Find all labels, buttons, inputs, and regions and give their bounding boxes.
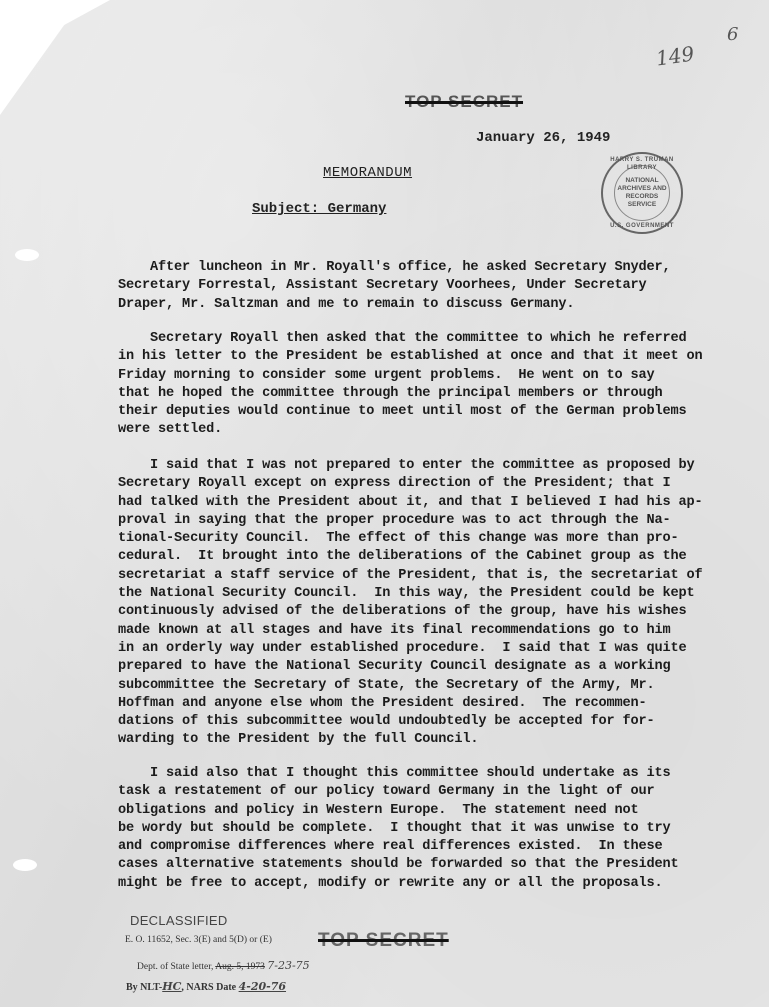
punch-hole-upper [15, 249, 39, 261]
text-line: Hoffman and anyone else whom the President desired. The recommen- [118, 695, 647, 711]
text-line: proval in saying that the proper procedure was to act through the Na- [118, 512, 671, 528]
text-line: be wordy but should be complete. I thought that it was unwise to try [118, 820, 671, 836]
letter-date-handwritten: 7-23-75 [267, 959, 310, 972]
text-line: Secretary Royall then asked that the committee to which he referred [118, 331, 687, 346]
text-line: Secretary Royall except on express direction of the President; that I [118, 476, 671, 492]
text-line: I said also that I thought this committee should undertake as its [118, 766, 671, 781]
memo-subject: Subject: Germany [252, 201, 387, 217]
text-line: obligations and policy in Western Europe. The statement need not [118, 802, 639, 818]
paragraph-2 [118, 330, 718, 440]
declassified-heading: DECLASSIFIED [130, 913, 228, 928]
nars-date-handwritten: 4-20-76 [238, 980, 287, 993]
text-line: that he hoped the committee through the principal members or through [118, 385, 663, 401]
torn-corner-edge [0, 0, 110, 60]
text-line: made known at all stages and have its final recommendations go to him [118, 622, 671, 638]
archive-stamp [601, 152, 683, 234]
handwritten-page-number: 149 [654, 41, 696, 71]
stamp-ring-top: HARRY S. TRUMAN LIBRARY [610, 157, 674, 171]
stamp-line: SERVICE [627, 201, 657, 208]
letter-prefix: Dept. of State letter, [137, 962, 216, 972]
memo-date: January 26, 1949 [476, 130, 611, 146]
paragraph-3 [118, 457, 718, 750]
classification-top-struck: TOP SECRET [405, 92, 524, 111]
text-line: Draper, Mr. Saltzman and me to remain to discuss Germany. [118, 296, 575, 312]
by-initials: HC [162, 980, 182, 993]
text-line: subcommittee the Secretary of State, the Secretary of the Army, Mr. [118, 677, 655, 693]
text-line: secretariat a staff service of the President, that is, the secretariat of [118, 567, 703, 583]
stamp-line: RECORDS [625, 193, 659, 200]
text-line: the National Security Council. In this way, the President could be kept [118, 586, 695, 602]
letter-date-struck: Aug. 5, 1973 [215, 962, 265, 972]
text-line: warding to the President by the full Council. [118, 732, 479, 748]
text-line: cases alternative statements should be forwarded so that the President [118, 857, 679, 873]
text-line: were settled. [118, 422, 223, 438]
text-line: Secretary Forrestal, Assistant Secretary Voorhees, Under Secretary [118, 278, 647, 294]
punch-hole-lower [13, 859, 37, 871]
text-line: I said that I was not prepared to enter the committee as proposed by [118, 458, 695, 473]
text-line: might be free to accept, modify or rewrite any or all the proposals. [118, 875, 663, 891]
text-line: cedural. It brought into the deliberations of the Cabinet group as the [118, 549, 687, 565]
text-line: in his letter to the President be established at once and that it meet on [118, 349, 703, 365]
declassification-authority: E. O. 11652, Sec. 3(E) and 5(D) or (E) [125, 935, 272, 945]
handwritten-corner-number: 6 [727, 24, 739, 45]
text-line: and compromise differences where real differences existed. In these [118, 839, 663, 855]
text-line: prepared to have the National Security Council designate as a working [118, 659, 671, 675]
text-line: Friday morning to consider some urgent problems. He went on to say [118, 367, 655, 383]
stamp-line: NATIONAL [625, 177, 659, 184]
text-line: dations of this subcommittee would undoubtedly be accepted for for- [118, 714, 655, 730]
text-line: continuously advised of the deliberations of the group, have his wishes [118, 604, 687, 620]
memo-title: MEMORANDUM [323, 165, 413, 181]
by-prefix: By NLT- [126, 982, 163, 993]
stamp-line: ARCHIVES AND [617, 185, 667, 192]
text-line: task a restatement of our policy toward Germany in the light of our [118, 784, 655, 800]
paragraph-1 [118, 259, 718, 314]
stamp-center [614, 165, 670, 221]
text-line: tional-Security Council. The effect of this change was more than pro- [118, 531, 679, 547]
text-line: their deputies would continue to meet until most of the German problems [118, 404, 687, 420]
classification-bottom-struck: TOP SECRET [318, 930, 449, 951]
nars-date-label: , NARS Date [181, 982, 239, 993]
text-line: in an orderly way under established procedure. I said that I was quite [118, 640, 687, 656]
declassification-letter [137, 959, 310, 972]
text-line: had talked with the President about it, and that I believed I had his ap- [118, 494, 703, 510]
text-line: After luncheon in Mr. Royall's office, he asked Secretary Snyder, [118, 260, 671, 275]
paragraph-4 [118, 765, 718, 893]
stamp-ring-bottom: U.S. GOVERNMENT [610, 223, 674, 229]
declassification-by [126, 980, 286, 993]
